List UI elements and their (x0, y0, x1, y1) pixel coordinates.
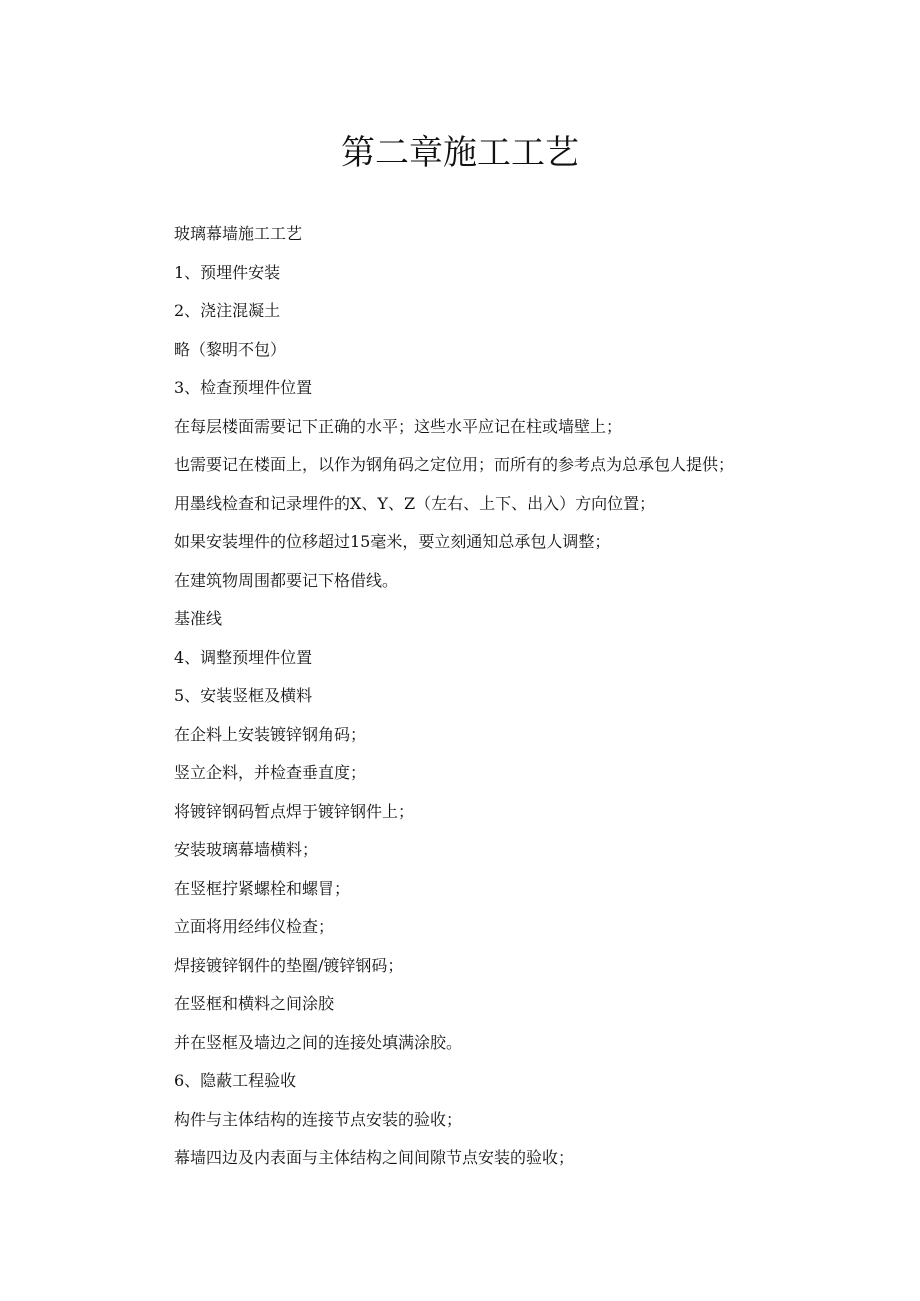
paragraph-line: 在竖框和横料之间涂胶 (174, 994, 335, 1013)
paragraph-line: 在每层楼面需要记下正确的水平；这些水平应记在柱或墙壁上； (174, 416, 623, 436)
step-heading: 4、调整预埋件位置 (174, 647, 313, 667)
paragraph-line: 用墨线检查和记录埋件的X、Y、Z（左右、上下、出入）方向位置； (174, 493, 656, 513)
paragraph-line: 在建筑物周围都要记下格借线。 (174, 570, 399, 590)
paragraph-line: 略（黎明不包） (174, 339, 287, 359)
paragraph-line: 立面将用经纬仪检查； (174, 917, 335, 936)
page-title: 第二章施工工艺 (341, 133, 579, 173)
step-heading: 3、检查预埋件位置 (174, 378, 313, 397)
paragraph-line: 竖立企料，并检查垂直度； (174, 763, 367, 782)
paragraph-line: 安装玻璃幕墙横料； (174, 840, 319, 859)
step-heading: 5、安装竖框及横料 (174, 686, 313, 705)
step-heading: 6、隐蔽工程验收 (174, 1071, 297, 1090)
paragraph-line: 焊接镀锌钢件的垫圈/镀锌钢码； (174, 955, 404, 975)
paragraph-line: 如果安装埋件的位移超过15毫米，要立刻通知总承包人调整； (174, 532, 611, 551)
paragraph-line: 将镀锌钢码暂点焊于镀锌钢件上； (174, 801, 415, 821)
paragraph-line: 并在竖框及墙边之间的连接处填满涂胶。 (174, 1032, 463, 1052)
step-heading: 2、浇注混凝土 (174, 301, 281, 320)
section-heading: 玻璃幕墙施工工艺 (174, 224, 303, 243)
paragraph-line: 基准线 (174, 609, 223, 628)
paragraph-line: 也需要记在楼面上，以作为钢角码之定位用；而所有的参考点为总承包人提供； (174, 455, 735, 474)
step-heading: 1、预埋件安装 (174, 262, 281, 282)
paragraph-line: 构件与主体结构的连接节点安装的验收； (174, 1109, 463, 1129)
paragraph-line: 在竖框拧紧螺栓和螺冒； (174, 878, 351, 898)
document-body (174, 215, 854, 1178)
paragraph-line: 幕墙四边及内表面与主体结构之间间隙节点安装的验收； (174, 1148, 575, 1167)
paragraph-line: 在企料上安装镀锌钢角码； (174, 724, 367, 744)
